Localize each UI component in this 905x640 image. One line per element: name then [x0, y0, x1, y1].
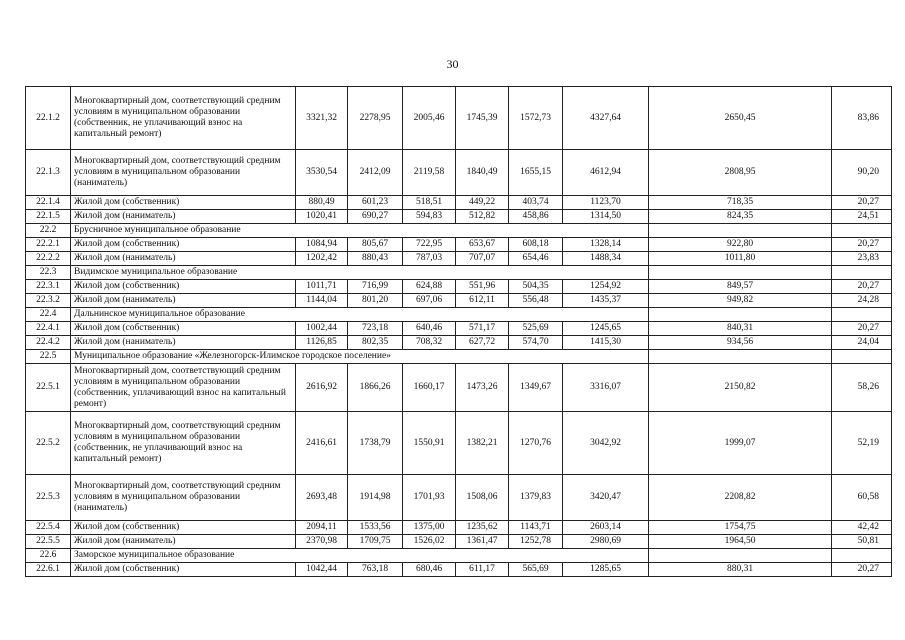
value-cell: 708,32 [403, 336, 456, 350]
row-code: 22.5.2 [26, 412, 71, 475]
row-name: Многоквартирный дом, соответствующий средним условиям в муниципальном образовании (собственник, не уплачивающий взнос на капитальный ремонт) [71, 87, 296, 150]
value-cell: 1999,07 [649, 412, 832, 475]
value-cell: 551,96 [456, 280, 509, 294]
section-title: Видимское муниципальное образование [71, 266, 649, 280]
value-cell: 3042,92 [563, 412, 649, 475]
value-cell: 1245,65 [563, 322, 649, 336]
value-cell: 880,31 [649, 563, 832, 577]
value-cell: 601,23 [348, 196, 403, 210]
table-row [26, 294, 892, 308]
value-cell: 90,20 [832, 150, 892, 196]
section-row [26, 308, 892, 322]
value-cell: 2808,95 [649, 150, 832, 196]
value-cell: 1042,44 [296, 563, 348, 577]
value-cell: 2005,46 [403, 87, 456, 150]
row-code: 22.2.2 [26, 252, 71, 266]
value-cell: 2980,69 [563, 535, 649, 549]
row-name: Жилой дом (наниматель) [71, 336, 296, 350]
value-cell: 571,17 [456, 322, 509, 336]
value-cell: 3316,07 [563, 364, 649, 412]
value-cell: 763,18 [348, 563, 403, 577]
row-code: 22.3.2 [26, 294, 71, 308]
row-name: Жилой дом (собственник) [71, 238, 296, 252]
value-cell: 2208,82 [649, 475, 832, 521]
value-cell: 23,83 [832, 252, 892, 266]
row-code: 22.4.1 [26, 322, 71, 336]
value-cell: 594,83 [403, 210, 456, 224]
value-cell: 1473,26 [456, 364, 509, 412]
value-cell: 449,22 [456, 196, 509, 210]
section-row [26, 266, 892, 280]
row-code: 22.5.3 [26, 475, 71, 521]
value-cell: 1533,56 [348, 521, 403, 535]
table-body [26, 87, 892, 577]
tariff-table [25, 86, 892, 577]
value-cell: 20,27 [832, 280, 892, 294]
value-cell: 1144,04 [296, 294, 348, 308]
value-cell: 1084,94 [296, 238, 348, 252]
row-name: Многоквартирный дом, соответствующий средним условиям в муниципальном образовании (наниматель) [71, 475, 296, 521]
value-cell: 1361,47 [456, 535, 509, 549]
table-row [26, 87, 892, 150]
value-cell: 1254,92 [563, 280, 649, 294]
empty-cell [649, 266, 832, 280]
row-name: Жилой дом (собственник) [71, 280, 296, 294]
value-cell: 1375,00 [403, 521, 456, 535]
value-cell: 20,27 [832, 322, 892, 336]
value-cell: 654,46 [509, 252, 563, 266]
row-code: 22.3.1 [26, 280, 71, 294]
value-cell: 1143,71 [509, 521, 563, 535]
value-cell: 525,69 [509, 322, 563, 336]
row-code: 22.5.5 [26, 535, 71, 549]
row-code: 22.5.1 [26, 364, 71, 412]
table-row [26, 521, 892, 535]
value-cell: 1754,75 [649, 521, 832, 535]
row-name: Жилой дом (собственник) [71, 521, 296, 535]
empty-cell [832, 308, 892, 322]
value-cell: 2650,45 [649, 87, 832, 150]
table-row [26, 412, 892, 475]
value-cell: 802,35 [348, 336, 403, 350]
value-cell: 608,18 [509, 238, 563, 252]
empty-cell [832, 549, 892, 563]
value-cell: 1002,44 [296, 322, 348, 336]
row-code: 22.1.4 [26, 196, 71, 210]
value-cell: 2603,14 [563, 521, 649, 535]
row-name: Жилой дом (наниматель) [71, 210, 296, 224]
value-cell: 880,43 [348, 252, 403, 266]
value-cell: 1701,93 [403, 475, 456, 521]
empty-cell [649, 350, 832, 364]
value-cell: 458,86 [509, 210, 563, 224]
section-row [26, 350, 892, 364]
value-cell: 512,82 [456, 210, 509, 224]
row-name: Жилой дом (наниматель) [71, 294, 296, 308]
value-cell: 1123,70 [563, 196, 649, 210]
value-cell: 1745,39 [456, 87, 509, 150]
table-row [26, 322, 892, 336]
value-cell: 934,56 [649, 336, 832, 350]
value-cell: 1202,42 [296, 252, 348, 266]
value-cell: 1011,80 [649, 252, 832, 266]
table-row [26, 535, 892, 549]
value-cell: 2119,58 [403, 150, 456, 196]
value-cell: 627,72 [456, 336, 509, 350]
value-cell: 2693,48 [296, 475, 348, 521]
value-cell: 20,27 [832, 196, 892, 210]
value-cell: 922,80 [649, 238, 832, 252]
table-row [26, 196, 892, 210]
section-title: Дальнинское муниципальное образование [71, 308, 649, 322]
value-cell: 2094,11 [296, 521, 348, 535]
row-name: Многоквартирный дом, соответствующий средним условиям в муниципальном образовании (наниматель) [71, 150, 296, 196]
table-row [26, 238, 892, 252]
value-cell: 690,27 [348, 210, 403, 224]
value-cell: 58,26 [832, 364, 892, 412]
value-cell: 1840,49 [456, 150, 509, 196]
section-title: Муниципальное образование «Железногорск-Илимское городское поселение» [71, 350, 649, 364]
value-cell: 1349,67 [509, 364, 563, 412]
value-cell: 1379,83 [509, 475, 563, 521]
value-cell: 1252,78 [509, 535, 563, 549]
section-row [26, 549, 892, 563]
value-cell: 20,27 [832, 238, 892, 252]
value-cell: 707,07 [456, 252, 509, 266]
value-cell: 504,35 [509, 280, 563, 294]
value-cell: 2370,98 [296, 535, 348, 549]
value-cell: 880,49 [296, 196, 348, 210]
row-code: 22.2 [26, 224, 71, 238]
row-code: 22.1.2 [26, 87, 71, 150]
value-cell: 1508,06 [456, 475, 509, 521]
value-cell: 1572,73 [509, 87, 563, 150]
value-cell: 60,58 [832, 475, 892, 521]
value-cell: 4612,94 [563, 150, 649, 196]
section-title: Брусничное муниципальное образование [71, 224, 649, 238]
empty-cell [649, 224, 832, 238]
row-code: 22.4 [26, 308, 71, 322]
table-row [26, 563, 892, 577]
value-cell: 2616,92 [296, 364, 348, 412]
value-cell: 1415,30 [563, 336, 649, 350]
page-number: 30 [446, 57, 459, 71]
value-cell: 697,06 [403, 294, 456, 308]
value-cell: 680,46 [403, 563, 456, 577]
table-row [26, 150, 892, 196]
table-row [26, 475, 892, 521]
value-cell: 1488,34 [563, 252, 649, 266]
empty-cell [649, 549, 832, 563]
empty-cell [832, 266, 892, 280]
value-cell: 1526,02 [403, 535, 456, 549]
value-cell: 2416,61 [296, 412, 348, 475]
value-cell: 612,11 [456, 294, 509, 308]
value-cell: 1435,37 [563, 294, 649, 308]
row-code: 22.6 [26, 549, 71, 563]
value-cell: 716,99 [348, 280, 403, 294]
value-cell: 1550,91 [403, 412, 456, 475]
value-cell: 640,46 [403, 322, 456, 336]
value-cell: 2278,95 [348, 87, 403, 150]
empty-cell [832, 350, 892, 364]
value-cell: 805,67 [348, 238, 403, 252]
row-code: 22.5.4 [26, 521, 71, 535]
value-cell: 1866,26 [348, 364, 403, 412]
value-cell: 1660,17 [403, 364, 456, 412]
row-code: 22.5 [26, 350, 71, 364]
row-name: Жилой дом (собственник) [71, 196, 296, 210]
value-cell: 565,69 [509, 563, 563, 577]
value-cell: 1270,76 [509, 412, 563, 475]
value-cell: 1328,14 [563, 238, 649, 252]
row-name: Жилой дом (наниматель) [71, 252, 296, 266]
row-name: Жилой дом (собственник) [71, 322, 296, 336]
section-title: Заморское муниципальное образование [71, 549, 649, 563]
row-code: 22.2.1 [26, 238, 71, 252]
value-cell: 52,19 [832, 412, 892, 475]
value-cell: 24,28 [832, 294, 892, 308]
row-name: Многоквартирный дом, соответствующий средним условиям в муниципальном образовании (собственник, уплачивающий взнос на капитальный ремонт) [71, 364, 296, 412]
value-cell: 3321,32 [296, 87, 348, 150]
value-cell: 3530,54 [296, 150, 348, 196]
value-cell: 83,86 [832, 87, 892, 150]
value-cell: 1020,41 [296, 210, 348, 224]
value-cell: 624,88 [403, 280, 456, 294]
value-cell: 1709,75 [348, 535, 403, 549]
table-row [26, 364, 892, 412]
value-cell: 24,51 [832, 210, 892, 224]
value-cell: 403,74 [509, 196, 563, 210]
row-code: 22.1.3 [26, 150, 71, 196]
value-cell: 1914,98 [348, 475, 403, 521]
value-cell: 787,03 [403, 252, 456, 266]
row-name: Многоквартирный дом, соответствующий средним условиям в муниципальном образовании (собственник, не уплачивающий взнос на капитальный ремонт) [71, 412, 296, 475]
value-cell: 1285,65 [563, 563, 649, 577]
empty-cell [649, 308, 832, 322]
value-cell: 653,67 [456, 238, 509, 252]
value-cell: 840,31 [649, 322, 832, 336]
value-cell: 1126,85 [296, 336, 348, 350]
row-code: 22.1.5 [26, 210, 71, 224]
table-row [26, 210, 892, 224]
value-cell: 801,20 [348, 294, 403, 308]
value-cell: 2412,09 [348, 150, 403, 196]
value-cell: 723,18 [348, 322, 403, 336]
value-cell: 1382,21 [456, 412, 509, 475]
value-cell: 1964,50 [649, 535, 832, 549]
table-row [26, 252, 892, 266]
value-cell: 556,48 [509, 294, 563, 308]
value-cell: 849,57 [649, 280, 832, 294]
section-row [26, 224, 892, 238]
value-cell: 949,82 [649, 294, 832, 308]
value-cell: 50,81 [832, 535, 892, 549]
table-row [26, 336, 892, 350]
value-cell: 611,17 [456, 563, 509, 577]
row-code: 22.6.1 [26, 563, 71, 577]
value-cell: 1738,79 [348, 412, 403, 475]
value-cell: 574,70 [509, 336, 563, 350]
value-cell: 4327,64 [563, 87, 649, 150]
row-code: 22.3 [26, 266, 71, 280]
value-cell: 722,95 [403, 238, 456, 252]
empty-cell [832, 224, 892, 238]
row-code: 22.4.2 [26, 336, 71, 350]
value-cell: 518,51 [403, 196, 456, 210]
value-cell: 1655,15 [509, 150, 563, 196]
value-cell: 2150,82 [649, 364, 832, 412]
row-name: Жилой дом (наниматель) [71, 535, 296, 549]
value-cell: 1314,50 [563, 210, 649, 224]
value-cell: 20,27 [832, 563, 892, 577]
value-cell: 1011,71 [296, 280, 348, 294]
value-cell: 824,35 [649, 210, 832, 224]
table-row [26, 280, 892, 294]
row-name: Жилой дом (собственник) [71, 563, 296, 577]
value-cell: 1235,62 [456, 521, 509, 535]
value-cell: 718,35 [649, 196, 832, 210]
value-cell: 42,42 [832, 521, 892, 535]
value-cell: 24,04 [832, 336, 892, 350]
value-cell: 3420,47 [563, 475, 649, 521]
